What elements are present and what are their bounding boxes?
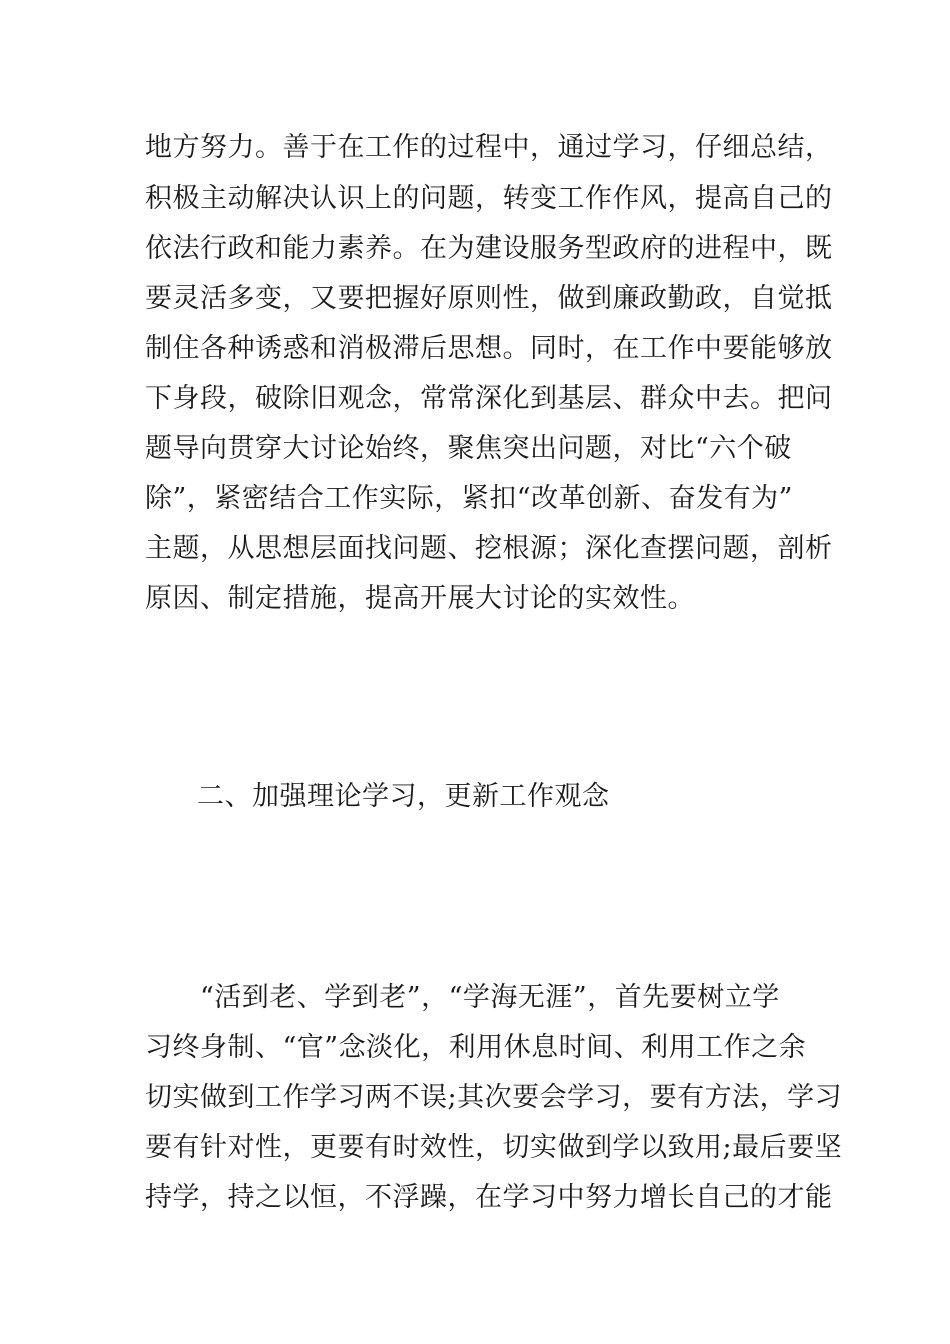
- paragraph-line: 除”，紧密结合工作实际，紧扣“改革创新、奋发有为”: [145, 483, 793, 514]
- paragraph-line: 要有针对性，更要有时效性，切实做到学以致用;最后要坚: [145, 1132, 843, 1163]
- section-heading: 二、加强理论学习，更新工作观念: [197, 781, 610, 812]
- paragraph-line: 制住各种诱惑和消极滞后思想。同时，在工作中要能够放: [145, 333, 833, 364]
- paragraph-line: 地方努力。善于在工作的过程中，通过学习，仔细总结，: [145, 132, 833, 163]
- paragraph-line: 主题，从思想层面找问题、挖根源；深化查摆问题，剖析: [145, 533, 833, 564]
- paragraph-line: 依法行政和能力素养。在为建设服务型政府的进程中，既: [145, 233, 833, 264]
- paragraph-line: 积极主动解决认识上的问题，转变工作作风，提高自己的: [145, 183, 833, 214]
- paragraph-line: 下身段，破除旧观念，常常深化到基层、群众中去。把问: [145, 383, 833, 414]
- paragraph-line: 切实做到工作学习两不误;其次要会学习，要有方法，学习: [145, 1082, 843, 1113]
- paragraph-line: 持学，持之以恒，不浮躁，在学习中努力增长自己的才能: [145, 1182, 833, 1213]
- paragraph-line: 题导向贯穿大讨论始终，聚焦突出问题，对比“六个破: [145, 433, 792, 464]
- paragraph-line: 要灵活多变，又要把握好原则性，做到廉政勤政，自觉抵: [145, 283, 833, 314]
- paragraph-line: 原因、制定措施，提高开展大讨论的实效性。: [145, 583, 695, 614]
- paragraph-line: “活到老、学到老”，“学海无涯”，首先要树立学: [200, 982, 780, 1013]
- paragraph-line: 习终身制、“官”念淡化，利用休息时间、利用工作之余: [145, 1032, 807, 1063]
